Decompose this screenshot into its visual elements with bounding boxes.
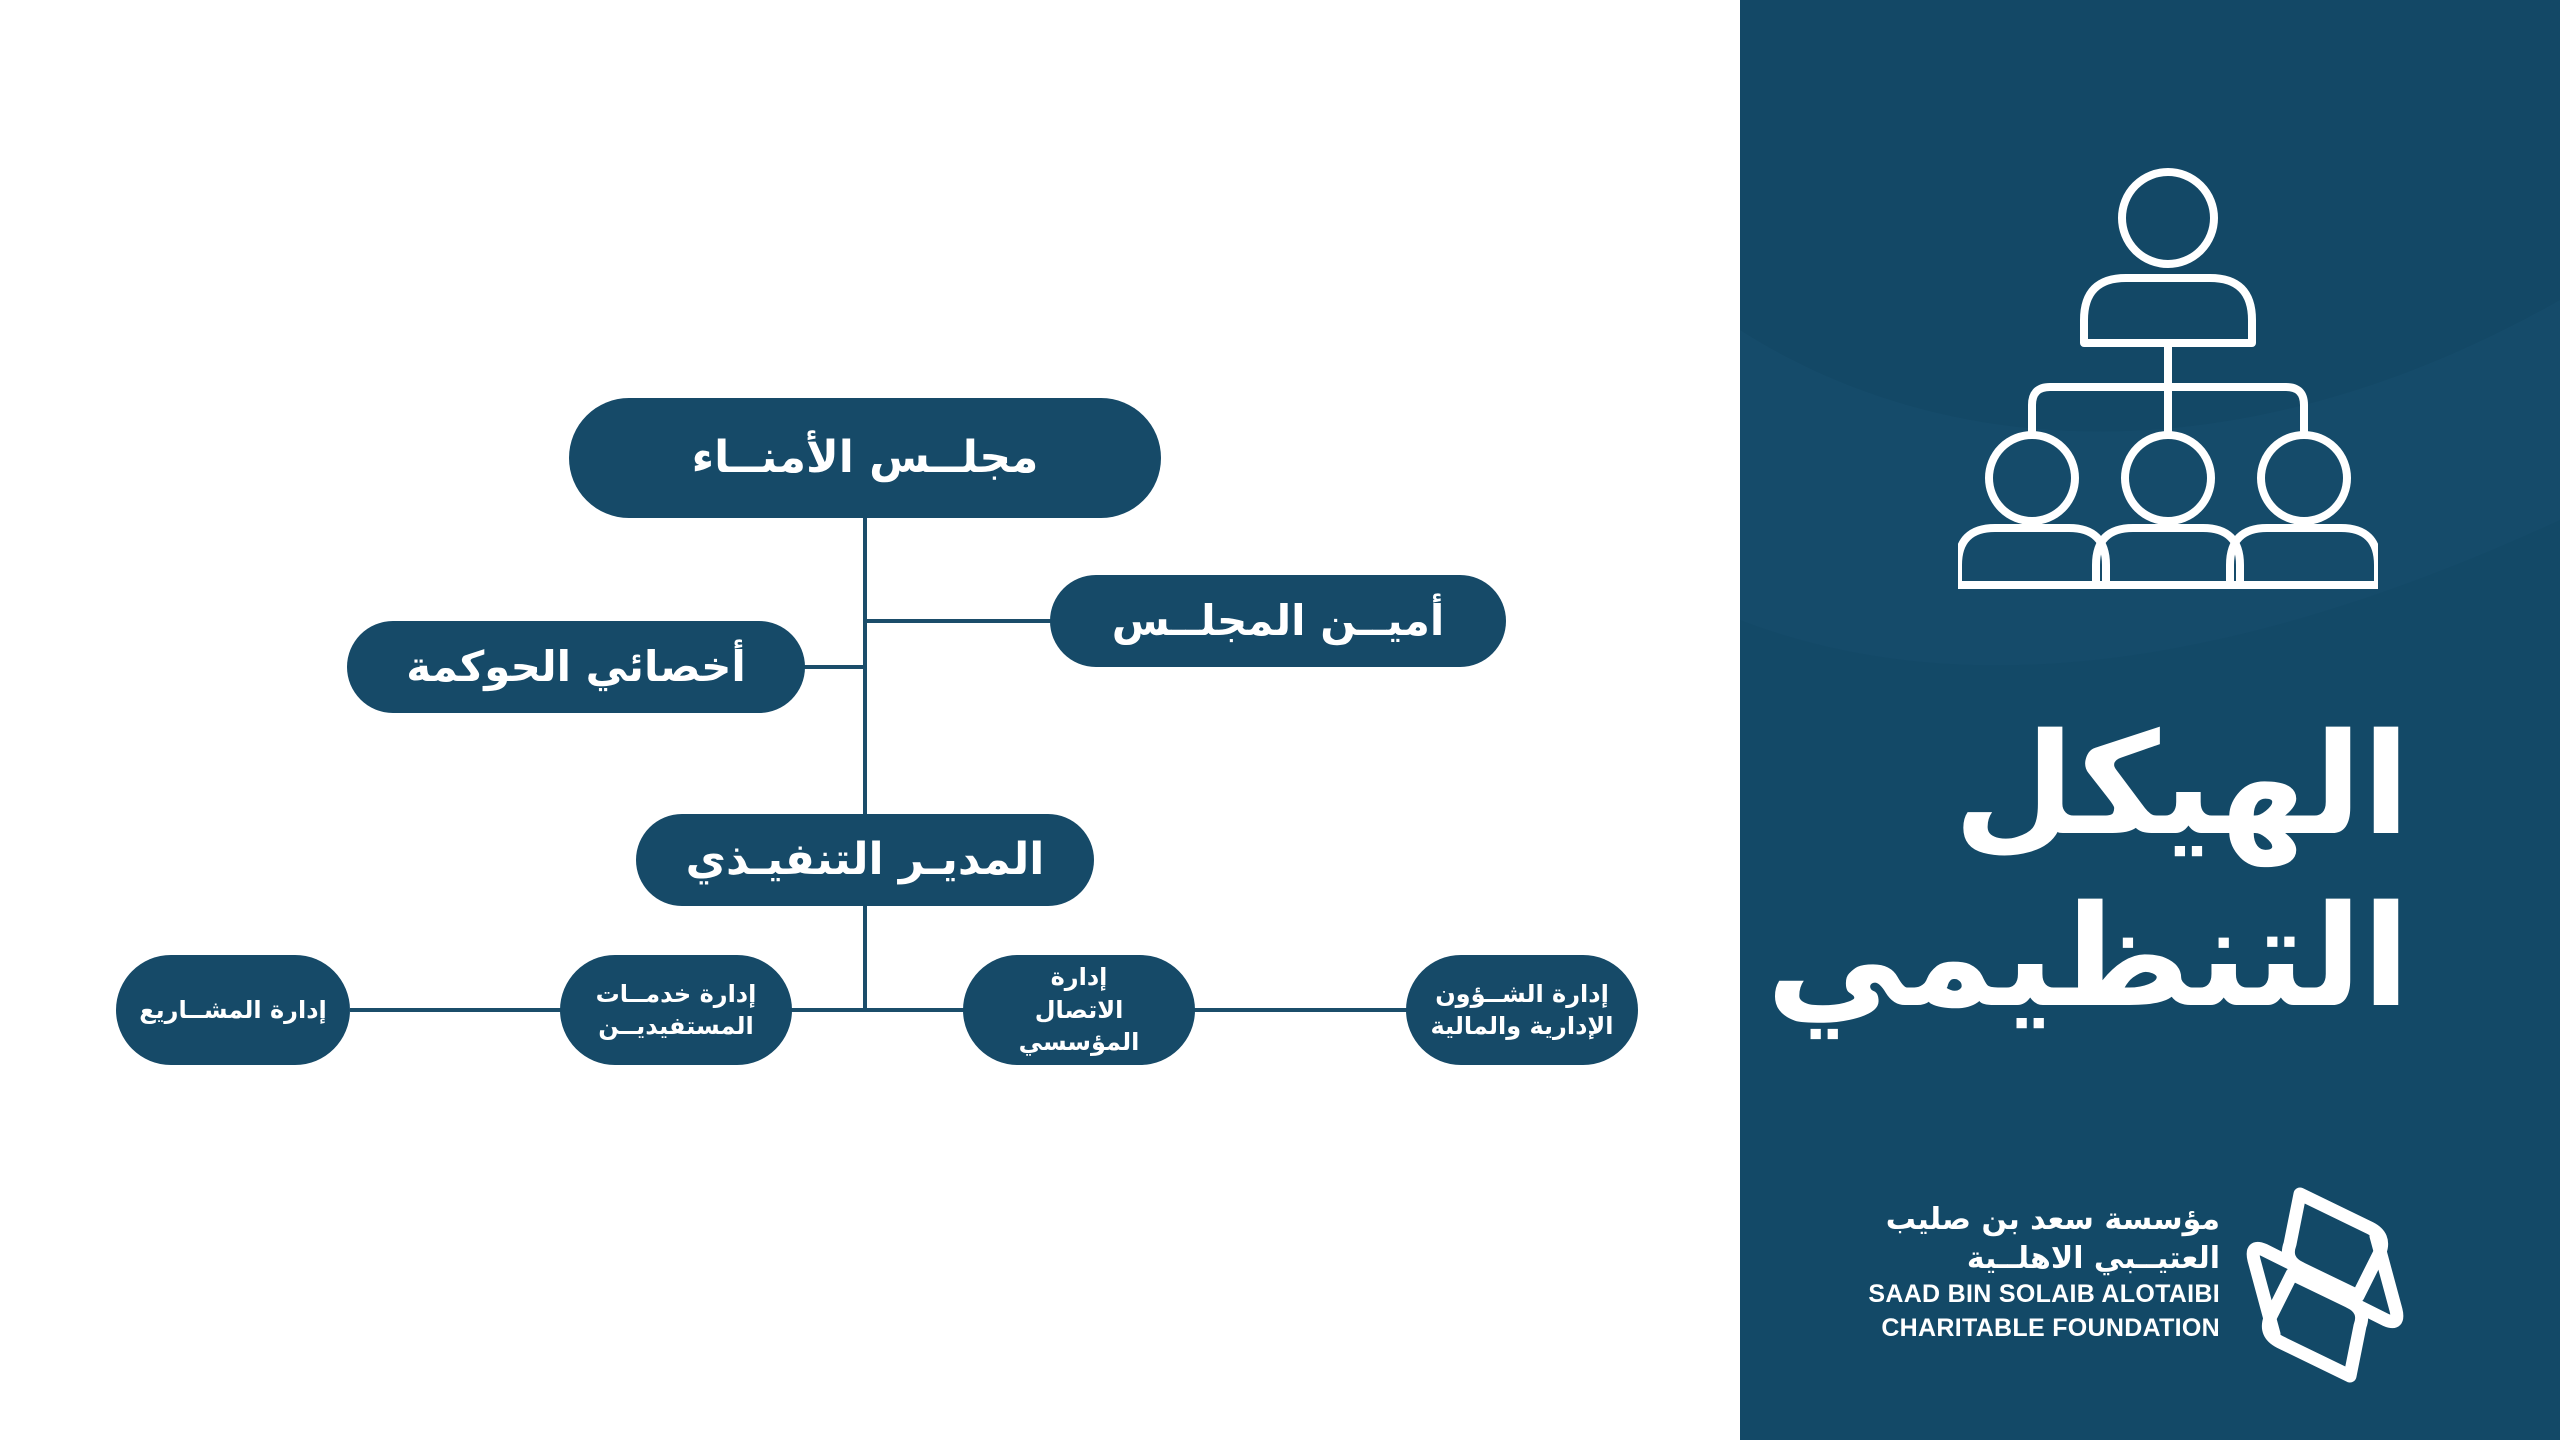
governance-specialist-node: أخصائي الحوكمة	[347, 621, 805, 713]
foundation-name-english-line2: CHARITABLE FOUNDATION	[1881, 1313, 2220, 1342]
foundation-name-arabic-line1: مؤسسة سعد بن صليب	[1885, 1202, 2220, 1237]
side-panel	[1740, 0, 2560, 1440]
communication-department-node	[963, 955, 1195, 1065]
admin-finance-department-node	[1406, 955, 1638, 1065]
admin-finance-line1: إدارة الشــؤون	[1435, 979, 1609, 1008]
communication-line1: إدارة	[1050, 963, 1108, 992]
foundation-name	[1780, 1200, 2220, 1346]
board-of-trustees-node: مجلــس الأمنــاء	[569, 398, 1161, 518]
beneficiary-services-line1: إدارة خدمــات	[595, 979, 757, 1008]
foundation-name-arabic-line2: العتيــبي الاهلــية	[1966, 1241, 2220, 1276]
foundation-name-english-line1: SAAD BIN SOLAIB ALOTAIBI	[1868, 1280, 2220, 1308]
foundation-logo-icon	[2240, 1180, 2410, 1390]
executive-director-node: المديـر التنفيـذي	[636, 814, 1094, 906]
beneficiary-services-department-node	[560, 955, 792, 1065]
org-structure-icon	[1958, 160, 2378, 600]
page-title	[1766, 700, 2410, 1044]
beneficiary-services-line2: المستفيديــن	[598, 1012, 754, 1040]
page-title-line1: الهيكل	[1953, 704, 2410, 867]
admin-finance-line2: الإدارية والمالية	[1430, 1012, 1614, 1040]
page-title-line2: التنظيمي	[1766, 876, 2410, 1040]
projects-department-node: إدارة المشــاريع	[116, 955, 350, 1065]
board-secretary-node: أميــن المجلــس	[1050, 575, 1506, 667]
communication-line2: الاتصال المؤسسي	[1018, 995, 1140, 1057]
